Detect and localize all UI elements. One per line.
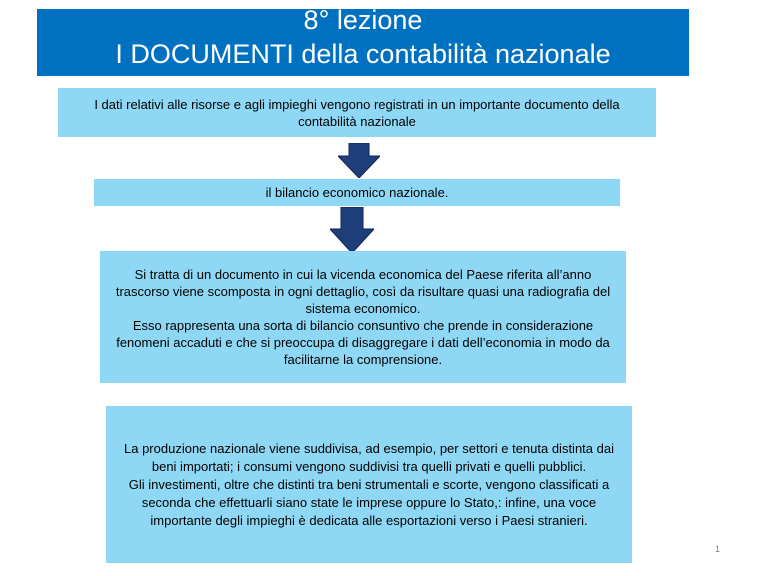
details-text-2: Gli investimenti, oltre che distinti tra beni strumentali e scorte, vengono classificati a seconda che effettuarli siano state le imprese oppure lo Stato,: infine, una voce importante degli impieghi è dedicata alle esportazioni verso i Paesi stranieri. [128,476,610,528]
title-banner [37,9,689,76]
document-name-box [94,179,620,206]
document-name-text: il bilancio economico nazionale. [265,185,449,200]
down-arrow-icon [330,207,374,253]
details-text: La produzione nazionale viene suddivisa, ad esempio, per settori e tenuta distinta dai beni importati; i consumi vengono suddivisi tra quelli privati e quelli pubblici. [124,440,614,474]
description-text-2: Esso rappresenta una sorta di bilancio consuntivo che prende in considerazione fenomeni accaduti e che si preoccupa di disaggregare i dati dell’economia in modo da facilitarne la comprensione. [116,318,610,367]
description-box [100,251,626,383]
slide-title-line-1: 8° lezione [303,9,423,35]
page-number: 1 [714,544,720,554]
intro-text: I dati relativi alle risorse e agli impieghi vengono registrati in un importante documento della contabilità nazionale [94,96,620,129]
slide-title-line-2: I DOCUMENTI della contabilità nazionale [115,39,611,69]
description-text: Si tratta di un documento in cui la vicenda economica del Paese riferita all’anno trascorso viene scomposta in ogni dettaglio, così da risultare quasi una radiografia del sistema economico. [115,267,611,316]
details-box [106,406,632,563]
intro-box [58,88,656,137]
down-arrow-icon [338,143,380,178]
